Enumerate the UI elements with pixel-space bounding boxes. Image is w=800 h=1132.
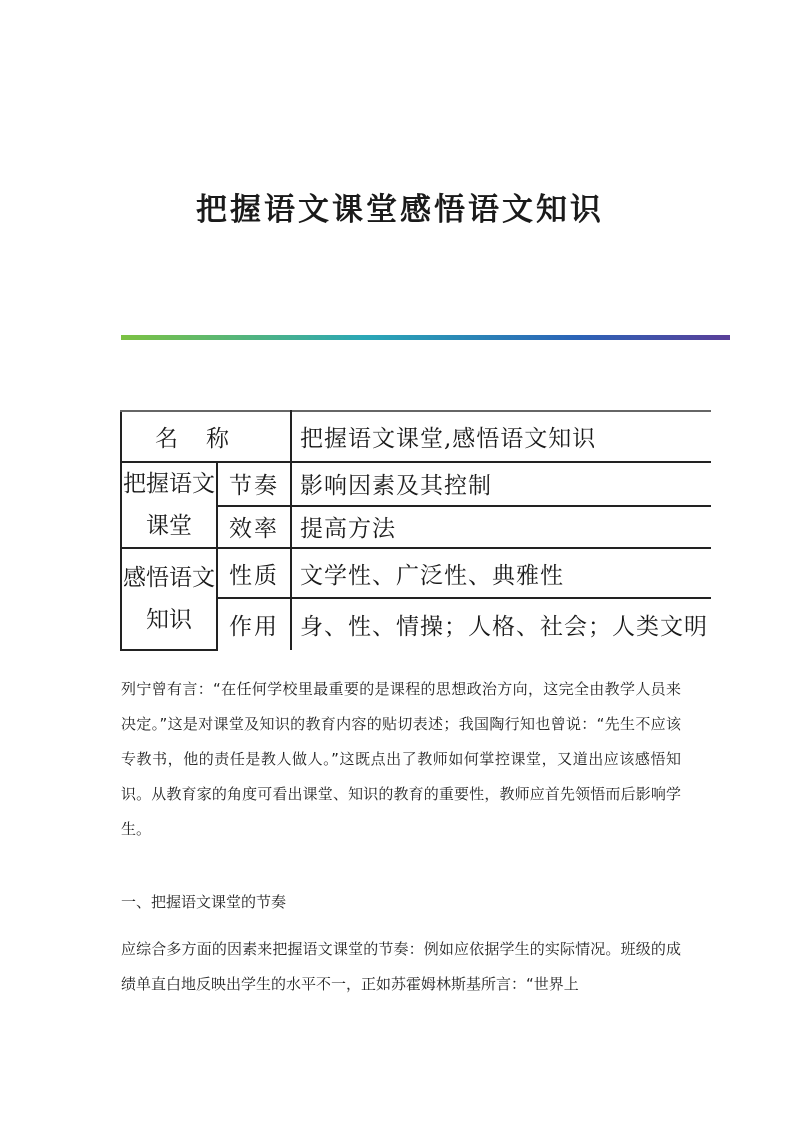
table-sub-label: 作用	[217, 598, 291, 650]
table-row	[121, 548, 711, 598]
document-title: 把握语文课堂感悟语文知识	[196, 192, 604, 228]
table-name-value: 把握语文课堂,感悟语文知识	[291, 411, 711, 462]
table-sub-label: 性质	[217, 548, 291, 598]
section-heading-text: 一、把握语文课堂的节奏	[121, 893, 287, 911]
table-sub-label: 效率	[217, 506, 291, 549]
summary-table	[120, 410, 711, 651]
table-sub-label: 节奏	[217, 462, 291, 506]
table-cell-value: 身、性、情操；人格、社会；人类文明	[291, 598, 711, 650]
paragraph-text: 应综合多方面的因素来把握语文课堂的节奏：例如应依据学生的实际情况。班级的成绩单直白地反映出学生的水平不一，正如苏霍姆林斯基所言：“世界上	[121, 940, 681, 993]
table-group-label: 把握语文课堂	[121, 462, 217, 548]
table-cell-value: 提高方法	[291, 506, 711, 549]
table-row	[121, 411, 711, 462]
section-heading	[121, 885, 681, 920]
table-row	[121, 462, 711, 506]
paragraph-text: 列宁曾有言：“在任何学校里最重要的是课程的思想政治方向，这完全由教学人员来决定。”这是对课堂及知识的教育内容的贴切表述；我国陶行知也曾说：“先生不应该专教书，他的责任是教人做人。”这既点出了教师如何掌控课堂，又道出应该感悟知识。从教育家的角度可看出课堂、知识的教育的重要性，教师应首先领悟而后影响学生。	[121, 680, 681, 838]
table-cell-value: 影响因素及其控制	[291, 462, 711, 506]
table-group-label: 感悟语文知识	[121, 548, 217, 650]
body-paragraph	[121, 672, 681, 847]
body-paragraph	[121, 932, 681, 1002]
table-cell-value: 文学性、广泛性、典雅性	[291, 548, 711, 598]
table-name-label: 名称	[121, 411, 291, 462]
title-divider	[121, 335, 730, 340]
